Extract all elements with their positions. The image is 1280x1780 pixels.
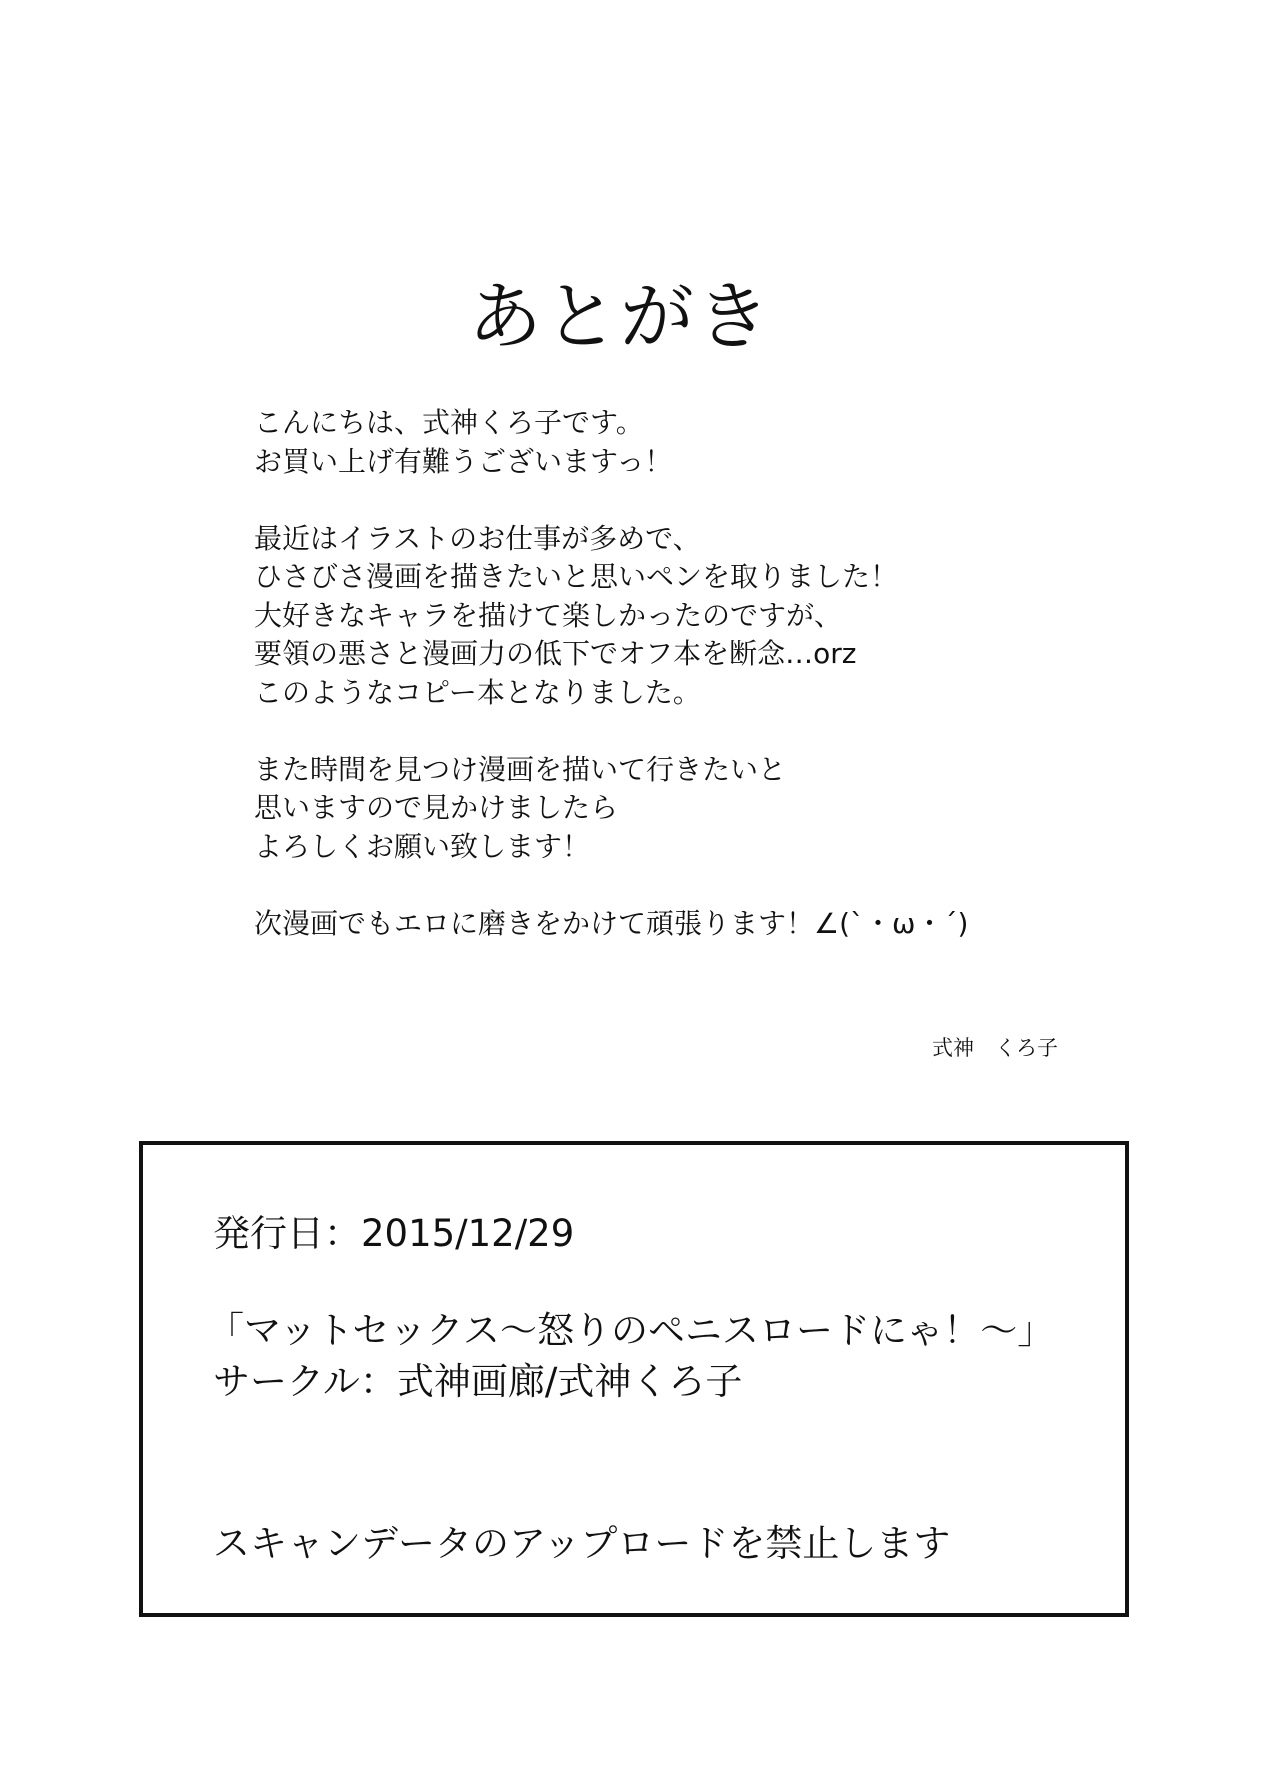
author-signature: 式神 くろ子 (932, 1036, 1058, 1060)
afterword-line: 最近はイラストのお仕事が多めで、 (254, 521, 701, 555)
afterword-line: 次漫画でもエロに磨きをかけて頑張ります！∠(`・ω・´) (254, 906, 969, 940)
afterword-paragraph (254, 404, 1154, 481)
afterword-line: 要領の悪さと漫画力の低下でオフ本を断念…orz (254, 637, 857, 670)
afterword-paragraph (254, 520, 1154, 713)
afterword-line: このようなコピー本となりました。 (254, 675, 701, 709)
afterword-line: 思いますので見かけましたら (254, 791, 619, 824)
colophon-box (139, 1141, 1129, 1617)
afterword-line: また時間を見つけ漫画を描いて行きたいと (254, 752, 787, 786)
afterword-line: お買い上げ有難うございますっ！ (254, 444, 673, 478)
publication-date: 発行日：2015/12/29 (213, 1212, 575, 1255)
afterword-line: よろしくお願い致します！ (254, 829, 591, 863)
afterword-line: 大好きなキャラを描けて楽しかったのですが、 (254, 598, 843, 632)
afterword-line: こんにちは、式神くろ子です。 (254, 406, 644, 439)
afterword-paragraph (254, 751, 1154, 867)
page-title: あとがき (468, 273, 772, 360)
circle-name: サークル：式神画廊/式神くろ子 (213, 1360, 743, 1403)
afterword-paragraph (254, 905, 1154, 944)
upload-prohibition-notice: スキャンデータのアップロードを禁止します (213, 1522, 951, 1565)
book-title: 「マットセックス～怒りのペニスロードにゃ！～」 (207, 1309, 1055, 1352)
afterword-line: ひさびさ漫画を描きたいと思いペンを取りました！ (254, 560, 899, 593)
afterword-body (254, 404, 1154, 982)
